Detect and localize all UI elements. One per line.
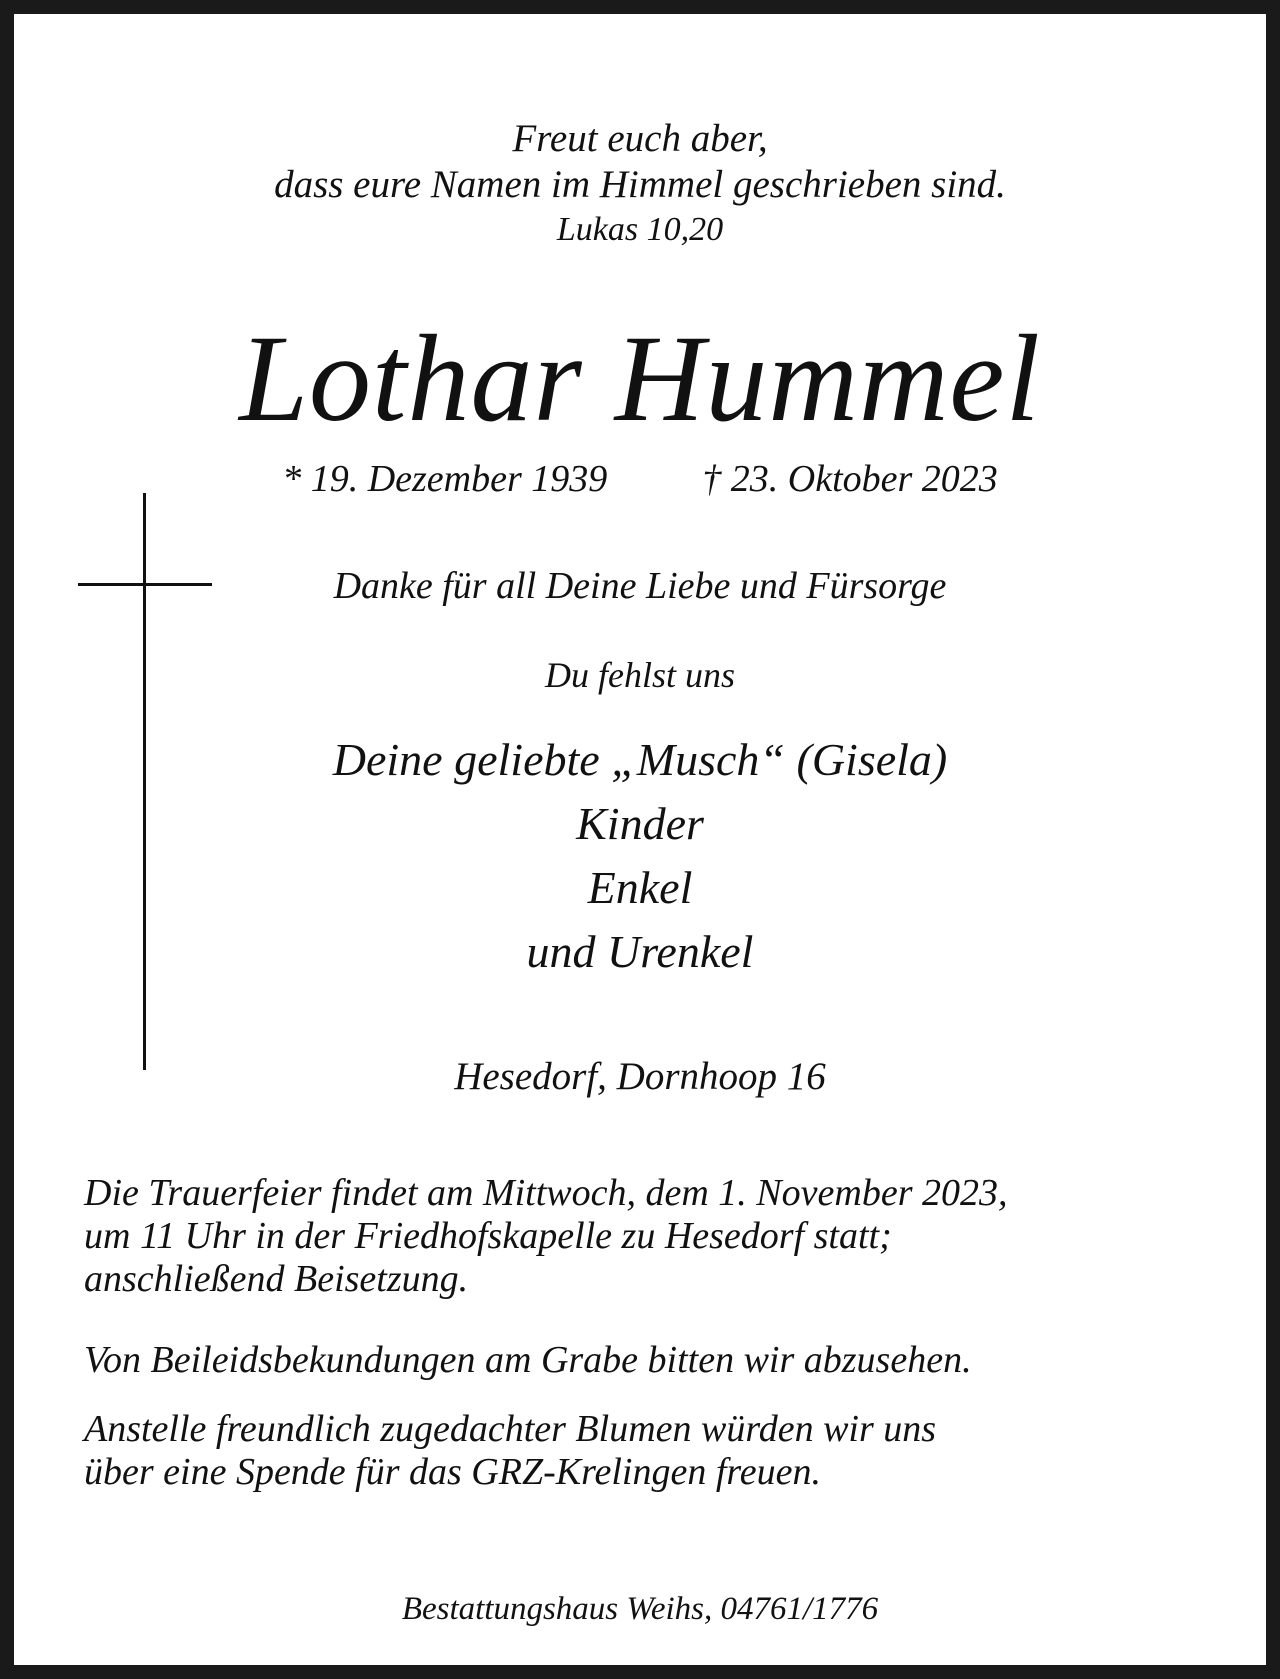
donation-line-2: über eine Spende für das GRZ-Krelingen freuen. — [84, 1451, 821, 1493]
family-line-1: Deine geliebte „Musch“ (Gisela) — [332, 734, 948, 785]
ceremony-line-2: um 11 Uhr in der Friedhofskapelle zu Hesedorf statt; — [84, 1215, 892, 1257]
donation-note — [84, 1408, 1234, 1494]
bible-verse — [14, 116, 1266, 208]
obituary-card — [14, 14, 1266, 1665]
family-signatures — [14, 728, 1266, 984]
ceremony-info — [84, 1172, 1234, 1301]
family-line-3: Enkel — [587, 862, 693, 913]
verse-line-1: Freut euch aber, — [512, 117, 768, 160]
family-line-4: und Urenkel — [526, 926, 754, 977]
missing-message: Du fehlst uns — [544, 655, 735, 695]
donation-line-1: Anstelle freundlich zugedachter Blumen würden wir uns — [84, 1408, 937, 1450]
funeral-home: Bestattungshaus Weihs, 04761/1776 — [401, 1591, 879, 1627]
life-dates — [14, 457, 1266, 501]
deceased-name: Lothar Hummel — [239, 310, 1041, 447]
verse-line-2: dass eure Namen im Himmel geschrieben sind. — [274, 163, 1006, 206]
ceremony-line-3: anschließend Beisetzung. — [84, 1258, 469, 1300]
death-date: † 23. Oktober 2023 — [702, 458, 998, 500]
ceremony-line-1: Die Trauerfeier findet am Mittwoch, dem 1. November 2023, — [84, 1172, 1008, 1214]
birth-date: * 19. Dezember 1939 — [282, 458, 608, 500]
thanks-message: Danke für all Deine Liebe und Fürsorge — [333, 565, 947, 607]
address: Hesedorf, Dornhoop 16 — [454, 1055, 826, 1098]
verse-reference: Lukas 10,20 — [556, 211, 724, 248]
family-line-2: Kinder — [576, 798, 704, 849]
condolences-note: Von Beileidsbekundungen am Grabe bitten wir abzusehen. — [84, 1339, 972, 1381]
